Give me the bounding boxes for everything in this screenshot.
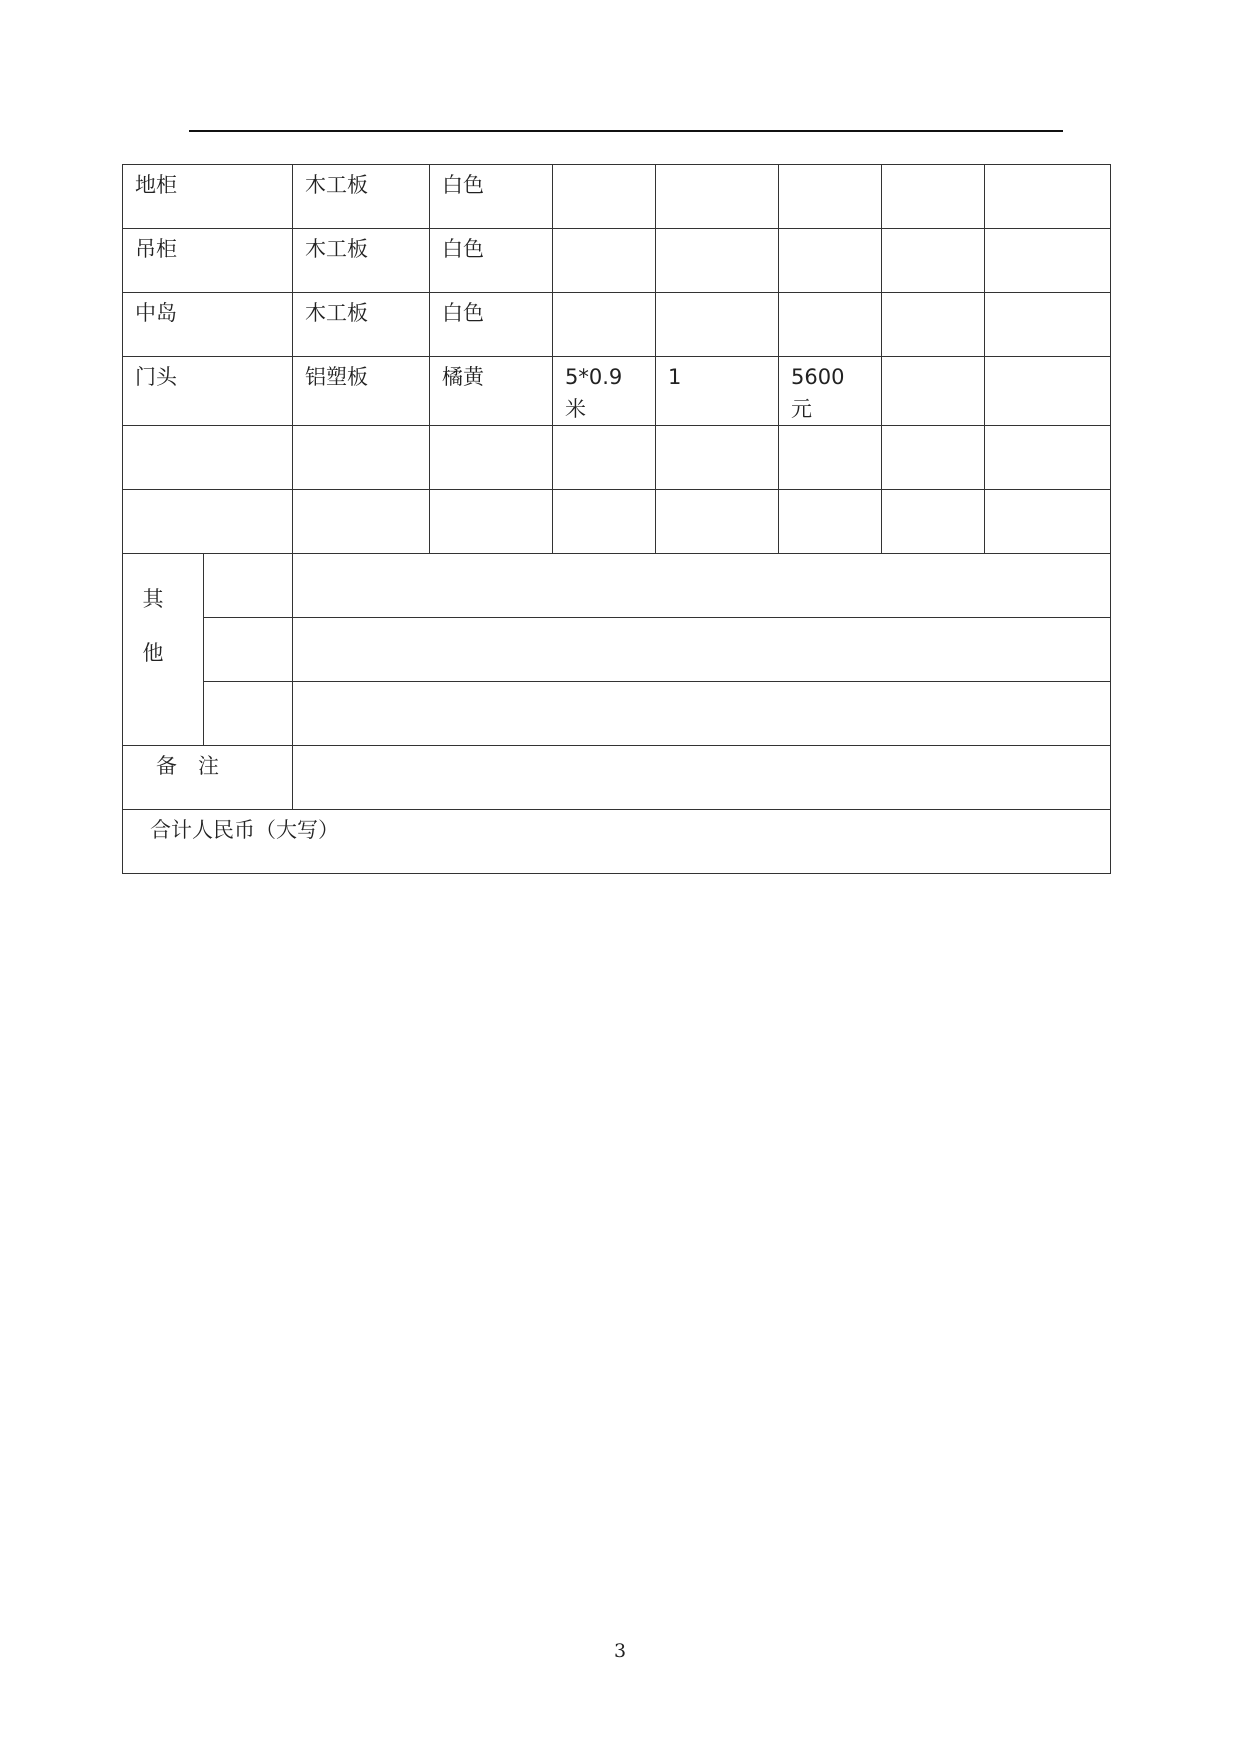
- material-cell: 铝塑板: [293, 357, 430, 426]
- col8-cell: [985, 293, 1111, 357]
- other-content-cell: [293, 618, 1111, 682]
- total-cell: [123, 810, 1111, 874]
- table-row: [123, 229, 1111, 293]
- size-cell: [553, 229, 656, 293]
- item-cell: 吊柜: [123, 229, 293, 293]
- col7-cell: [882, 293, 985, 357]
- material-cell: [293, 490, 430, 554]
- item-cell: [123, 426, 293, 490]
- col7-cell: [882, 357, 985, 426]
- price-cell: [779, 293, 882, 357]
- color-cell: 橘黄: [430, 357, 553, 426]
- col8-cell: [985, 229, 1111, 293]
- header-rule: [189, 130, 1063, 132]
- price-value: 5600: [791, 365, 845, 389]
- qty-cell: [656, 165, 779, 229]
- other-sub-cell: [204, 554, 293, 618]
- qty-cell: [656, 426, 779, 490]
- other-label-char: 他: [142, 641, 164, 665]
- size-value: 5*0.9: [565, 365, 623, 389]
- remark-content-cell: [293, 746, 1111, 810]
- material-cell: [293, 426, 430, 490]
- price-unit: 元: [791, 397, 812, 421]
- table-row: [123, 490, 1111, 554]
- col8-cell: [985, 357, 1111, 426]
- other-sub-cell: [204, 682, 293, 746]
- size-cell: [553, 165, 656, 229]
- other-label-char: 其: [142, 587, 164, 611]
- other-label: [123, 554, 183, 668]
- col8-cell: [985, 490, 1111, 554]
- item-cell: 门头: [123, 357, 293, 426]
- price-cell: [779, 490, 882, 554]
- other-sub-cell: [204, 618, 293, 682]
- remark-label: 备 注: [156, 754, 219, 778]
- material-cell: 木工板: [293, 293, 430, 357]
- col7-cell: [882, 165, 985, 229]
- table-row: [123, 357, 1111, 426]
- item-cell: 中岛: [123, 293, 293, 357]
- price-cell: [779, 426, 882, 490]
- table-row: [123, 293, 1111, 357]
- color-cell: 白色: [430, 229, 553, 293]
- table-row: [123, 426, 1111, 490]
- other-row: [123, 682, 1111, 746]
- col8-cell: [985, 165, 1111, 229]
- size-cell: [553, 426, 656, 490]
- quotation-table: [122, 164, 1111, 874]
- size-cell: [553, 490, 656, 554]
- size-cell: [553, 357, 656, 426]
- other-row: [123, 554, 1111, 618]
- size-cell: [553, 293, 656, 357]
- col7-cell: [882, 426, 985, 490]
- table-row: [123, 165, 1111, 229]
- item-cell: 地柜: [123, 165, 293, 229]
- other-content-cell: [293, 682, 1111, 746]
- color-cell: 白色: [430, 293, 553, 357]
- color-cell: [430, 490, 553, 554]
- material-cell: 木工板: [293, 229, 430, 293]
- total-row: [123, 810, 1111, 874]
- col7-cell: [882, 229, 985, 293]
- qty-cell: [656, 490, 779, 554]
- price-cell: [779, 229, 882, 293]
- color-cell: [430, 426, 553, 490]
- qty-cell: [656, 293, 779, 357]
- price-cell: [779, 357, 882, 426]
- size-unit: 米: [565, 397, 586, 421]
- other-row: [123, 618, 1111, 682]
- qty-cell: 1: [656, 357, 779, 426]
- qty-cell: [656, 229, 779, 293]
- col8-cell: [985, 426, 1111, 490]
- page-number: 3: [613, 1640, 627, 1662]
- material-cell: 木工板: [293, 165, 430, 229]
- total-label: 合计人民币（大写）: [150, 818, 339, 842]
- remark-row: [123, 746, 1111, 810]
- other-content-cell: [293, 554, 1111, 618]
- col7-cell: [882, 490, 985, 554]
- remark-label-cell: [123, 746, 293, 810]
- price-cell: [779, 165, 882, 229]
- other-label-cell: [123, 554, 204, 746]
- color-cell: 白色: [430, 165, 553, 229]
- item-cell: [123, 490, 293, 554]
